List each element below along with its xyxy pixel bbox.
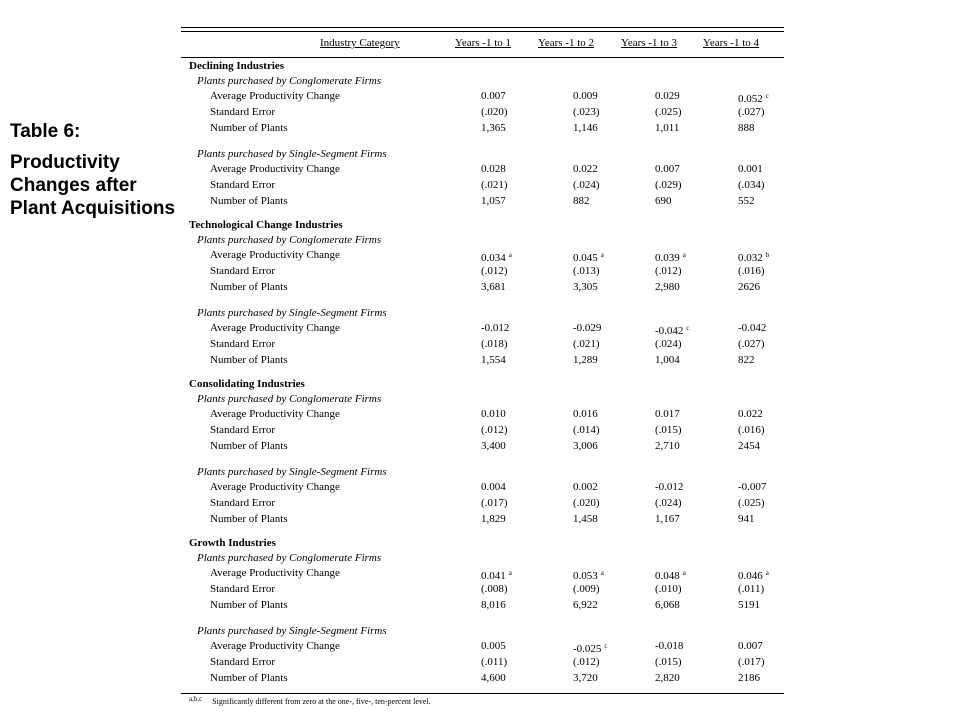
value-text: 0.001 xyxy=(738,163,763,175)
row-label: Standard Error xyxy=(210,106,276,118)
value-text: (.029) xyxy=(655,179,682,191)
footnote-text: Significantly different from zero at the one-, five-, ten-percent level. xyxy=(212,697,431,706)
value-cell xyxy=(655,89,680,104)
value-text: 0.005 xyxy=(481,640,506,652)
table-row xyxy=(181,121,784,136)
value-text: 552 xyxy=(738,195,755,207)
table-row xyxy=(181,496,784,511)
value-text: 0.004 xyxy=(481,481,506,493)
table-top-rule-double xyxy=(181,31,784,32)
value-text: 2,710 xyxy=(655,440,680,452)
value-cell xyxy=(655,178,682,193)
row-label: Standard Error xyxy=(210,583,276,595)
row-label: Average Productivity Change xyxy=(210,322,340,334)
value-text: 1,011 xyxy=(655,122,680,134)
value-text: -0.012 xyxy=(655,481,684,493)
value-text: (.016) xyxy=(738,265,765,277)
value-cell xyxy=(738,321,766,336)
significance-mark: b xyxy=(765,251,770,259)
value-cell xyxy=(655,407,680,422)
value-text: 3,720 xyxy=(573,672,598,684)
value-text: 882 xyxy=(573,195,590,207)
value-text: 0.053 xyxy=(573,570,598,582)
value-cell xyxy=(573,321,601,336)
value-text: 0.039 xyxy=(655,252,680,264)
value-cell xyxy=(573,582,600,597)
value-cell xyxy=(573,105,600,120)
value-cell xyxy=(655,423,682,438)
value-text: 1,829 xyxy=(481,513,506,525)
significance-mark: a xyxy=(508,251,512,259)
significance-mark: a xyxy=(765,569,769,577)
value-cell xyxy=(738,512,755,527)
value-text: (.016) xyxy=(738,424,765,436)
subgroup-title: Plants purchased by Conglomerate Firms xyxy=(197,75,382,87)
value-cell xyxy=(481,105,508,120)
value-cell xyxy=(655,194,672,209)
value-text: 0.034 xyxy=(481,252,506,264)
value-text: 0.052 xyxy=(738,93,763,105)
row-label: Standard Error xyxy=(210,424,276,436)
value-cell xyxy=(481,162,506,177)
subgroup-row xyxy=(181,465,784,480)
value-cell xyxy=(573,439,598,454)
slide-title xyxy=(10,120,180,220)
value-text: (.025) xyxy=(655,106,682,118)
value-text: 3,305 xyxy=(573,281,598,293)
value-cell xyxy=(481,280,506,295)
value-cell xyxy=(481,423,508,438)
value-text: 822 xyxy=(738,354,755,366)
group-title: Technological Change Industries xyxy=(189,219,343,231)
value-text: 1,458 xyxy=(573,513,598,525)
value-text: -0.042 xyxy=(738,322,767,334)
value-cell xyxy=(738,178,765,193)
value-cell xyxy=(481,496,508,511)
value-text: -0.025 xyxy=(573,643,602,655)
significance-mark: a xyxy=(682,251,686,259)
value-cell xyxy=(573,337,600,352)
row-label: Number of Plants xyxy=(210,513,288,525)
value-text: 3,006 xyxy=(573,440,598,452)
value-text: 3,400 xyxy=(481,440,506,452)
value-cell xyxy=(655,671,680,686)
value-text: (.012) xyxy=(573,656,600,668)
value-text: 1,146 xyxy=(573,122,598,134)
value-cell xyxy=(573,655,600,670)
value-text: (.010) xyxy=(655,583,682,595)
row-label: Standard Error xyxy=(210,338,276,350)
subgroup-title: Plants purchased by Single-Segment Firms xyxy=(197,625,387,637)
value-cell xyxy=(481,321,509,336)
row-label: Average Productivity Change xyxy=(210,163,340,175)
value-cell xyxy=(655,496,682,511)
row-label: Number of Plants xyxy=(210,672,288,684)
value-text: (.023) xyxy=(573,106,600,118)
value-cell xyxy=(481,337,508,352)
table-row xyxy=(181,321,784,336)
value-text: (.034) xyxy=(738,179,765,191)
subgroup-title: Plants purchased by Single-Segment Firms xyxy=(197,466,387,478)
value-cell xyxy=(738,582,764,597)
value-text: 0.010 xyxy=(481,408,506,420)
value-text: (.018) xyxy=(481,338,508,350)
value-text: 0.002 xyxy=(573,481,598,493)
table-row xyxy=(181,178,784,193)
value-text: 0.032 xyxy=(738,252,763,264)
value-text: (.011) xyxy=(481,656,508,668)
value-text: 0.007 xyxy=(481,90,506,102)
value-text: 3,681 xyxy=(481,281,506,293)
value-cell xyxy=(655,353,680,368)
subgroup-title: Plants purchased by Conglomerate Firms xyxy=(197,393,382,405)
value-text: (.015) xyxy=(655,656,682,668)
value-cell xyxy=(738,671,760,686)
value-text: (.027) xyxy=(738,338,765,350)
value-cell xyxy=(481,671,506,686)
value-text: 690 xyxy=(655,195,672,207)
table-row xyxy=(181,105,784,120)
value-cell xyxy=(573,194,590,209)
table-row xyxy=(181,671,784,686)
table-row xyxy=(181,194,784,209)
value-text: (.013) xyxy=(573,265,600,277)
value-cell xyxy=(738,337,765,352)
value-cell xyxy=(481,582,508,597)
value-cell xyxy=(738,121,755,136)
value-cell xyxy=(738,280,760,295)
value-text: (.011) xyxy=(738,583,765,595)
value-cell xyxy=(481,480,506,495)
table-row xyxy=(181,162,784,177)
value-text: 0.007 xyxy=(655,163,680,175)
header-rule xyxy=(181,57,784,58)
value-cell xyxy=(738,598,760,613)
value-text: 2,820 xyxy=(655,672,680,684)
value-cell xyxy=(738,480,766,495)
table-row xyxy=(181,639,784,654)
value-cell xyxy=(655,598,680,613)
value-cell xyxy=(573,353,598,368)
value-cell xyxy=(573,178,600,193)
value-text: 0.029 xyxy=(655,90,680,102)
value-cell xyxy=(573,671,598,686)
value-cell xyxy=(738,439,760,454)
value-cell xyxy=(738,162,763,177)
value-text: 0.022 xyxy=(738,408,763,420)
table-row xyxy=(181,264,784,279)
row-label: Standard Error xyxy=(210,179,276,191)
value-text: 0.017 xyxy=(655,408,680,420)
value-text: (.012) xyxy=(481,424,508,436)
value-cell xyxy=(481,639,506,654)
value-text: 1,554 xyxy=(481,354,506,366)
value-text: (.014) xyxy=(573,424,600,436)
row-label: Standard Error xyxy=(210,656,276,668)
value-cell xyxy=(573,89,598,104)
header-years-1-to-1: Years -1 to 1 xyxy=(455,37,512,49)
table-row xyxy=(181,598,784,613)
value-text: 2186 xyxy=(738,672,760,684)
significance-mark: a xyxy=(600,569,604,577)
significance-mark: c xyxy=(765,92,769,100)
significance-mark: c xyxy=(686,324,690,332)
value-cell xyxy=(655,655,682,670)
value-cell xyxy=(481,178,508,193)
value-cell xyxy=(573,496,600,511)
subgroup-row xyxy=(181,551,784,566)
value-cell xyxy=(481,353,506,368)
row-label: Average Productivity Change xyxy=(210,90,340,102)
value-cell xyxy=(573,407,598,422)
value-text: (.009) xyxy=(573,583,600,595)
value-cell xyxy=(573,512,598,527)
value-cell xyxy=(573,280,598,295)
value-cell xyxy=(573,264,600,279)
value-text: 4,600 xyxy=(481,672,506,684)
value-text: 1,057 xyxy=(481,195,506,207)
value-text: 2626 xyxy=(738,281,760,293)
value-cell xyxy=(481,598,506,613)
value-text: 5191 xyxy=(738,599,760,611)
value-cell xyxy=(481,121,506,136)
footnote-mark: a,b,c xyxy=(189,695,203,703)
value-text: (.027) xyxy=(738,106,765,118)
row-label: Number of Plants xyxy=(210,122,288,134)
value-text: 0.007 xyxy=(738,640,763,652)
subgroup-title: Plants purchased by Single-Segment Firms xyxy=(197,148,387,160)
value-cell xyxy=(738,105,765,120)
value-text: 2,980 xyxy=(655,281,680,293)
table-row xyxy=(181,337,784,352)
subgroup-row xyxy=(181,74,784,89)
table-row xyxy=(181,407,784,422)
value-text: 0.046 xyxy=(738,570,763,582)
value-text: -0.029 xyxy=(573,322,602,334)
value-text: (.012) xyxy=(655,265,682,277)
productivity-table xyxy=(181,22,784,706)
header-years-1-to-2: Years -1 to 2 xyxy=(538,37,595,49)
value-text: (.024) xyxy=(655,338,682,350)
subgroup-row xyxy=(181,392,784,407)
table-row xyxy=(181,423,784,438)
value-text: 1,004 xyxy=(655,354,680,366)
table-row xyxy=(181,512,784,527)
value-text: 6,922 xyxy=(573,599,598,611)
value-text: -0.007 xyxy=(738,481,767,493)
value-text: (.024) xyxy=(655,497,682,509)
significance-mark: c xyxy=(604,642,608,650)
value-text: 1,167 xyxy=(655,513,680,525)
value-text: (.020) xyxy=(481,106,508,118)
value-cell xyxy=(481,407,506,422)
value-cell xyxy=(573,162,598,177)
table-row xyxy=(181,248,784,263)
value-text: (.012) xyxy=(481,265,508,277)
group-title: Declining Industries xyxy=(189,60,285,72)
value-text: -0.042 xyxy=(655,325,684,337)
header-years-1-to-3: Years -1 to 3 xyxy=(621,37,678,49)
table-number: Table 6: xyxy=(10,121,81,142)
value-cell xyxy=(655,582,682,597)
value-text: 8,016 xyxy=(481,599,506,611)
row-label: Average Productivity Change xyxy=(210,567,340,579)
row-label: Number of Plants xyxy=(210,599,288,611)
value-text: (.021) xyxy=(481,179,508,191)
value-text: 0.016 xyxy=(573,408,598,420)
value-text: 6,068 xyxy=(655,599,680,611)
significance-mark: a xyxy=(600,251,604,259)
subgroup-title: Plants purchased by Single-Segment Firms xyxy=(197,307,387,319)
value-text: 1,289 xyxy=(573,354,598,366)
value-cell xyxy=(481,89,506,104)
group-title: Growth Industries xyxy=(189,537,276,549)
value-cell xyxy=(481,264,508,279)
row-label: Number of Plants xyxy=(210,195,288,207)
significance-mark: a xyxy=(682,569,686,577)
value-cell xyxy=(655,121,679,136)
value-cell xyxy=(573,121,598,136)
table-row xyxy=(181,655,784,670)
group-title: Consolidating Industries xyxy=(189,378,305,390)
table-row xyxy=(181,582,784,597)
row-label: Number of Plants xyxy=(210,440,288,452)
row-label: Average Productivity Change xyxy=(210,481,340,493)
group-row xyxy=(181,536,784,551)
value-cell xyxy=(738,353,755,368)
value-cell xyxy=(481,194,506,209)
value-cell xyxy=(738,639,763,654)
value-text: -0.018 xyxy=(655,640,684,652)
value-text: 1,365 xyxy=(481,122,506,134)
value-cell xyxy=(655,264,682,279)
value-cell xyxy=(655,105,682,120)
row-label: Standard Error xyxy=(210,265,276,277)
value-cell xyxy=(655,280,680,295)
table-row xyxy=(181,353,784,368)
value-cell xyxy=(655,162,680,177)
group-row xyxy=(181,59,784,74)
value-cell xyxy=(573,480,598,495)
value-text: (.015) xyxy=(655,424,682,436)
value-text: 0.048 xyxy=(655,570,680,582)
value-text: 0.028 xyxy=(481,163,506,175)
value-text: (.017) xyxy=(481,497,508,509)
subgroup-title: Plants purchased by Conglomerate Firms xyxy=(197,234,382,246)
value-text: 0.045 xyxy=(573,252,598,264)
value-text: 0.009 xyxy=(573,90,598,102)
group-row xyxy=(181,377,784,392)
value-text: (.024) xyxy=(573,179,600,191)
subgroup-row xyxy=(181,306,784,321)
value-text: (.017) xyxy=(738,656,765,668)
table-top-rule xyxy=(181,27,784,28)
value-cell xyxy=(481,439,506,454)
value-cell xyxy=(738,407,763,422)
value-cell xyxy=(573,598,598,613)
table-row xyxy=(181,480,784,495)
footnote xyxy=(189,694,431,707)
value-cell xyxy=(655,639,683,654)
table-caption: Productivity Changes after Plant Acquisitions xyxy=(10,152,176,219)
value-cell xyxy=(481,512,506,527)
row-label: Standard Error xyxy=(210,497,276,509)
table-row xyxy=(181,89,784,104)
table-row xyxy=(181,439,784,454)
value-cell xyxy=(738,655,765,670)
value-text: -0.012 xyxy=(481,322,510,334)
value-text: 888 xyxy=(738,122,755,134)
value-text: (.025) xyxy=(738,497,765,509)
value-text: (.021) xyxy=(573,338,600,350)
value-cell xyxy=(655,337,682,352)
row-label: Average Productivity Change xyxy=(210,408,340,420)
subgroup-row xyxy=(181,233,784,248)
subgroup-row xyxy=(181,624,784,639)
subgroup-row xyxy=(181,147,784,162)
value-text: 941 xyxy=(738,513,755,525)
value-cell xyxy=(738,423,765,438)
header-years-1-to-4: Years -1 to 4 xyxy=(703,37,760,49)
value-text: 0.022 xyxy=(573,163,598,175)
value-text: 2454 xyxy=(738,440,760,452)
value-text: (.020) xyxy=(573,497,600,509)
significance-mark: a xyxy=(508,569,512,577)
value-cell xyxy=(738,194,755,209)
row-label: Average Productivity Change xyxy=(210,249,340,261)
row-label: Number of Plants xyxy=(210,281,288,293)
value-cell xyxy=(655,480,683,495)
value-cell xyxy=(738,496,765,511)
value-cell xyxy=(481,655,507,670)
value-cell xyxy=(655,439,680,454)
value-cell xyxy=(655,512,680,527)
table-row xyxy=(181,566,784,581)
row-label: Number of Plants xyxy=(210,354,288,366)
table-row xyxy=(181,280,784,295)
group-row xyxy=(181,218,784,233)
value-cell xyxy=(573,423,600,438)
value-cell xyxy=(738,264,765,279)
row-label: Average Productivity Change xyxy=(210,640,340,652)
header-industry-category: Industry Category xyxy=(320,37,400,49)
value-text: (.008) xyxy=(481,583,508,595)
value-text: 0.041 xyxy=(481,570,506,582)
subgroup-title: Plants purchased by Conglomerate Firms xyxy=(197,552,382,564)
